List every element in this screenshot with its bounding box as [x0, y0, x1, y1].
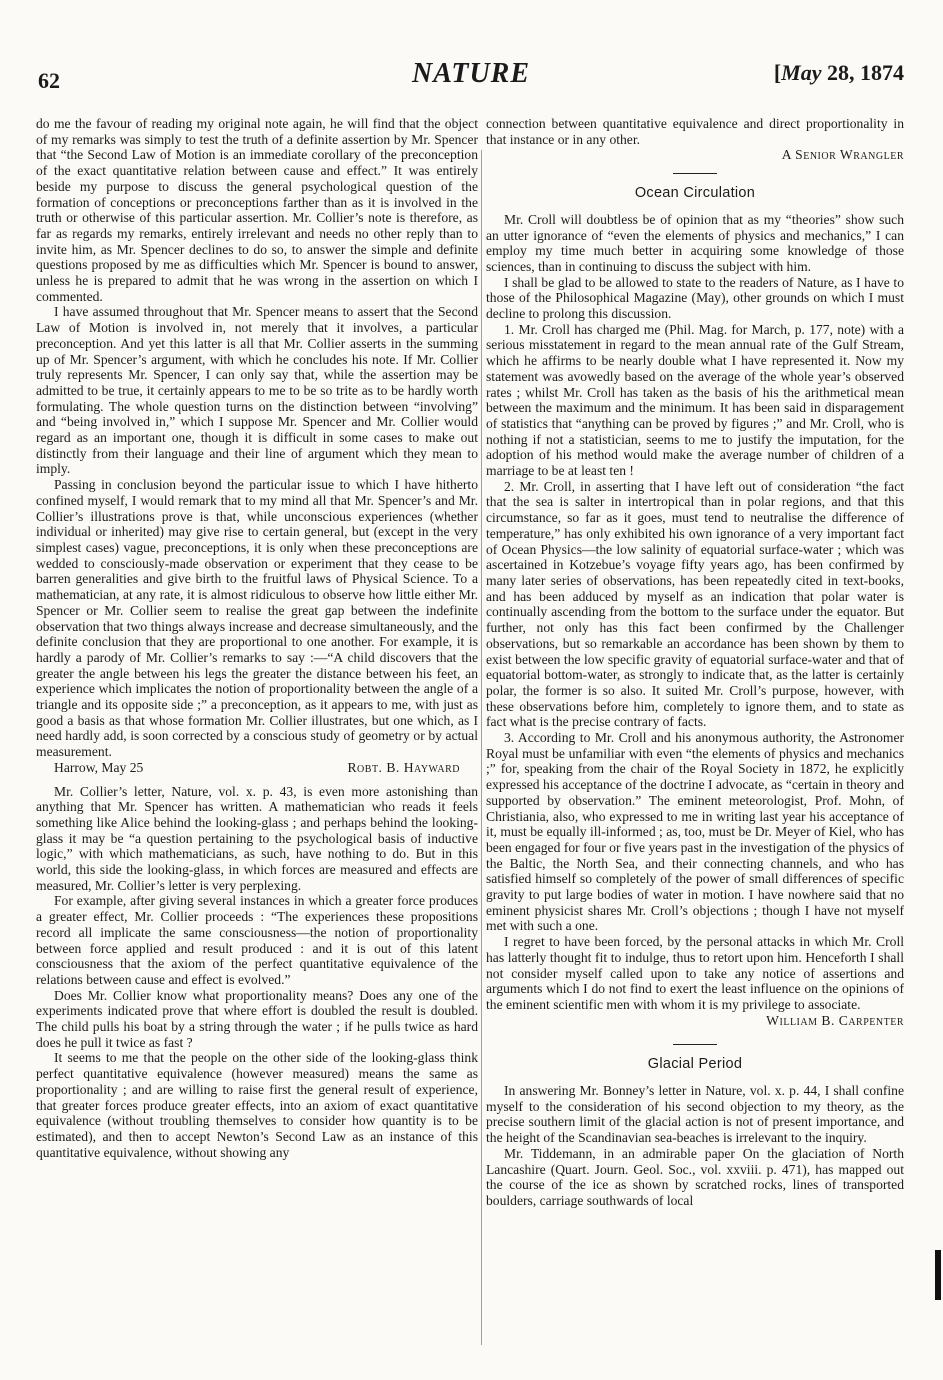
paragraph: In answering Mr. Bonney’s letter in Nature, vol. x. p. 44, I shall confine myself to the consideration of his second objection to my theory, as the precise southern limit of the glacial action is not of present importance, and the height of the Scandinavian sea-beaches is irrelevant to the inquiry.	[486, 1083, 904, 1146]
paragraph: 1. Mr. Croll has charged me (Phil. Mag. for March, p. 177, note) with a serious misstatement in regard to the mean annual rate of the Gulf Stream, which he affirms to be nearly double what I have represented it. Now my statement was avowedly based on the average of the whole year’s observed rates ; whilst Mr. Croll has taken as the basis of his the arithmetical mean between the maximum and the minimum. It has been said in disparagement of statistics that “anything can be proved by figures ;” and Mr. Croll, who is nothing if not a statistician, seems to me to justify the imputation, for the adoption of his method would make the average number of children of a marriage to be at least ten !	[486, 321, 904, 479]
section-title-ocean-circulation: Ocean Circulation	[634, 185, 756, 202]
section-rule	[673, 1044, 717, 1045]
paragraph: connection between quantitative equivalence and direct proportionality in that instance or in any other.	[486, 116, 904, 147]
paragraph: Does Mr. Collier know what proportionality means? Does any one of the experiments indicated prove that where effort is doubled the result is doubled. The child pulls his boat by a string through the water ; if he pulls twice as hard does he pull it twice as fast ?	[36, 987, 478, 1050]
paragraph: do me the favour of reading my original note again, he will find that the object of my remarks was simply to test the truth of a definite assertion by Mr. Spencer that “the Second Law of Motion is an immediate corollary of the preconception of the exact quantitative relation between cause and effect.” It was entirely beside my purpose to discuss the general psychological question of the formation of conceptions or preconceptions farther than as it is involved in the truth or otherwise of this particular assertion. Mr. Collier’s note is therefore, as far as regards my remarks, entirely irrelevant and needs no other reply than to invite him, as Mr. Spencer declines to do so, to answer the simple and definite questions proposed by me as difficulties which Mr. Spencer is bound to answer, unless he is prepared to admit that he was wrong in the assertion on which I commented.	[36, 116, 478, 304]
paragraph: Mr. Tiddemann, in an admirable paper On the glaciation of North Lancashire (Quart. Journ. Geol. Soc., vol. xxviii. p. 471), has mapped out the course of the ice as shown by scratched rocks, lines of transported boulders, carriage southwards of local	[486, 1145, 904, 1208]
date-bracket: [	[773, 60, 782, 85]
scan-edge-mark	[935, 1250, 941, 1300]
date-rest: 28, 1874	[827, 60, 904, 85]
paragraph: It seems to me that the people on the other side of the looking-glass think perfect quantitative equivalence (however measured) means the same as proportionality ; and are willing to raise first the general result of experience, that greater forces produce greater effects, into an axiom of exact quantitative equivalence (without troubling themselves to consider how quantity is to be estimated), and then to accept Newton’s Second Law as an instance of this quantitative equivalence, without showing any	[36, 1050, 478, 1160]
page-number: 62	[38, 68, 60, 93]
page-header	[38, 58, 904, 94]
issue-date	[774, 60, 904, 86]
section-title-glacial-period: Glacial Period	[647, 1056, 743, 1073]
paragraph: Mr. Croll will doubtless be of opinion that as my “theories” show such an utter ignorance of “even the elements of physics and mechanics,” I can employ my time much better in acquiring some knowledge of those sciences, than in continuing to discuss the subject with him.	[486, 211, 904, 274]
signature-place: Harrow, May 25	[54, 759, 144, 775]
paragraph: 3. According to Mr. Croll and his anonymous authority, the Astronomer Royal must be unfamiliar with even “the elements of physics and mechanics ;” for, speaking from the chair of the Royal Society in 1872, he explicitly expressed his acceptance of the doctrine I advocate, as “certain in theory and supported by observation.” The eminent meteorologist, Prof. Mohn, of Christiania, also, who expressed to me in writing last year his acceptance of it, must be equally ill-informed ; as, too, must be Dr. Meyer of Kiel, who has been engaged for four or five years past in the investigation of the physics of the Baltic, the North Sea, and their connecting channels, and who has satisfied himself so completely of the power of small differences of specific gravity to put large bodies of water in motion. I have nowhere said that no eminent physicist shares Mr. Croll’s objections ; though I have not myself met with such a one.	[486, 730, 904, 934]
paragraph: Passing in conclusion beyond the particular issue to which I have hitherto confined myself, I would remark that to my mind all that Mr. Spencer’s and Mr. Collier’s illustrations prove is that, while unconscious experiences (whether individual or inherited) may give rise to certain general, but (except in the very simplest cases) vague, preconceptions, it is only when these preconceptions are wedded to consciously-made observation or experiment that they cease to be barren generalities and give birth to the fruitful laws of Physical Science. To a mathematician, at any rate, it is almost ridiculous to observe how little either Mr. Spencer or Mr. Collier seem to realise the great gap between the indefinite observation that two things always increase and decrease simultaneously, and the definite conclusion that they are proportional to one another. For example, it is hardly a parody of Mr. Collier’s remarks to say :—“A child discovers that the greater the angle between his legs the greater the distance between his feet, an experience which implicates the notion of proportionality between the angle of a triangle and its opposite side ;” a preconception, as it appears to me, with just as good a basis as that whose formation Mr. Collier illustrates, but one which, as I need hardly add, is soon corrected by a conscious study of geometry or by actual measurement.	[36, 477, 478, 760]
journal-title: NATURE	[411, 58, 531, 89]
signature-senior-wrangler: A Senior Wrangler	[781, 147, 904, 163]
signature-name: Robt. B. Hayward	[347, 759, 460, 775]
column-divider	[481, 150, 482, 1345]
signature-carpenter: William B. Carpenter	[766, 1012, 904, 1028]
right-column	[486, 116, 904, 1209]
signature-hayward	[36, 760, 478, 776]
paragraph: For example, after giving several instances in which a greater force produces a greater effect, Mr. Collier proceeds : “The experiences these propositions record all implicate the same consciousness—the notion of proportionality between force applied and result produced : and it is out of this latent consciousness that the axiom of the perfect quantitative equivalence of the relations between cause and effect is evolved.”	[36, 893, 478, 987]
paragraph: I have assumed throughout that Mr. Spencer means to assert that the Second Law of Motion is involved in, not merely that it involves, a particular preconception. And yet this latter is all that Mr. Collier asserts in the summing up of Mr. Spencer’s argument, with which he concludes his note. If Mr. Collier truly represents Mr. Spencer, I can only say that, while the assertion may be admitted to be true, it certainly appears to me to be so trite as to be hardly worth formulating. The whole question turns on the distinction between “involving” and “being involved in,” which I suppose Mr. Spencer and Mr. Collier would regard as an important one, though it is difficult in some cases to make out distinctly from their language and their line of argument which they mean to imply.	[36, 304, 478, 477]
left-column	[36, 116, 478, 1160]
paragraph: I shall be glad to be allowed to state to the readers of Nature, as I have to those of the Philosophical Magazine (May), other grounds on which I must decline to prolong this discussion.	[486, 274, 904, 322]
section-rule	[673, 173, 717, 174]
paragraph: Mr. Collier’s letter, Nature, vol. x. p. 43, is even more astonishing than anything that Mr. Spencer has written. A mathematician who reads it feels something like Alice behind the looking-glass ; and perhaps behind the looking-glass it may be “a question pertaining to the psychological basis of inductive logic,” with which mathematicians, as such, have nothing to do. But in this world, this side the looking-glass, in which forces are measured and effects are measured, Mr. Collier’s letter is very perplexing.	[36, 783, 478, 893]
paragraph: I regret to have been forced, by the personal attacks in which Mr. Croll has latterly thought fit to indulge, thus to retort upon him. Henceforth I shall not consider myself called upon to take any notice of assertions and arguments which I do not find to exert the least influence on the opinions of the eminent scientific men with whom it is my privilege to associate.	[486, 934, 904, 1012]
paragraph: 2. Mr. Croll, in asserting that I have left out of consideration “the fact that the sea is salter in intertropical than in polar regions, and that this circumstance, so far as it goes, must tend to neutralise the difference of temperature,” has only exhibited his own ignorance of a very important fact of Ocean Physics—the low salinity of equatorial surface-water ; which was ascertained in Kotzebue’s voyage fifty years ago, has been confirmed by many later series of observations, has been repeatedly cited in text-books, and has been adduced by myself as an indication that polar water is continually ascending from the bottom to the surface under the equator. But further, not only has this fact been confirmed by the Challenger observations, but so remarkable an accordance has been shown by them to exist between the low specific gravity of equatorial surface-water and that of equatorial bottom-water, as strongly to indicate that, as the latter is certainly polar, the former is so also. It suited Mr. Croll’s purpose, however, with these observations before him, completely to ignore them, and to state as fact what is the precise contrary of facts.	[486, 478, 904, 730]
date-month: May	[781, 60, 822, 85]
